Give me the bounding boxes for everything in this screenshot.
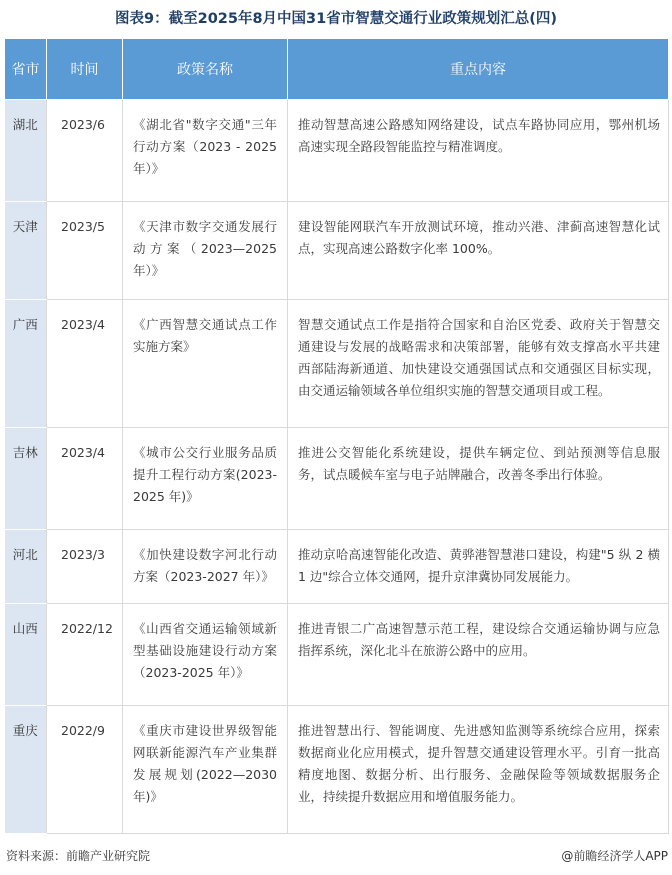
header-content: 重点内容 [288,39,669,100]
policy-cell: 《广西智慧交通试点工作实施方案》 [123,300,288,428]
date-cell: 2023/4 [47,428,123,530]
source-note: 资料来源：前瞻产业研究院 [6,849,151,863]
date-cell: 2023/3 [47,530,123,604]
policy-cell: 《天津市数字交通发展行动方案（2023—2025年）》 [123,202,288,300]
policy-cell: 《加快建设数字河北行动方案（2023-2027 年）》 [123,530,288,604]
table-row [5,604,669,706]
content-cell: 智慧交通试点工作是指符合国家和自治区党委、政府关于智慧交通建设与发展的战略需求和决策部署，能够有效支撑高水平共建西部陆海新通道、加快建设交通强国试点和交通强区目标实现，由交通运输领域各单位组织实施的智慧交通项目或工程。 [288,300,669,428]
header-date: 时间 [47,39,123,100]
province-cell: 吉林 [5,428,47,530]
content-cell: 推进青银二广高速智慧示范工程，建设综合交通运输协调与应急指挥系统，深化北斗在旅游公路中的应用。 [288,604,669,706]
province-cell: 广西 [5,300,47,428]
date-cell: 2023/5 [47,202,123,300]
province-cell: 天津 [5,202,47,300]
table-row [5,202,669,300]
table-header-row [5,39,669,100]
policy-cell: 《城市公交行业服务品质提升工程行动方案(2023-2025 年)》 [123,428,288,530]
brand-credit: @前瞻经济学人APP [561,849,668,863]
date-cell: 2023/4 [47,300,123,428]
content-cell: 推进智慧出行、智能调度、先进感知监测等系统综合应用，探索数据商业化应用模式，提升智慧交通建设管理水平。引育一批高精度地图、数据分析、出行服务、金融保险等领域数据服务企业，持续提升数据应用和增值服务能力。 [288,706,669,834]
table-row [5,428,669,530]
table-row [5,300,669,428]
province-cell: 湖北 [5,100,47,202]
header-province: 省市 [5,39,47,100]
content-cell: 推进公交智能化系统建设，提供车辆定位、到站预测等信息服务，试点暖候车室与电子站牌融合，改善冬季出行体验。 [288,428,669,530]
date-cell: 2022/12 [47,604,123,706]
header-policy: 政策名称 [123,39,288,100]
province-cell: 重庆 [5,706,47,834]
figure-title: 图表9：截至2025年8月中国31省市智慧交通行业政策规划汇总(四) [115,11,557,27]
content-cell: 推动京哈高速智能化改造、黄骅港智慧港口建设，构建"5 纵 2 横 1 边"综合立体交通网，提升京津冀协同发展能力。 [288,530,669,604]
province-cell: 山西 [5,604,47,706]
date-cell: 2022/9 [47,706,123,834]
content-cell: 推动智慧高速公路感知网络建设，试点车路协同应用，鄂州机场高速实现全路段智能监控与精准调度。 [288,100,669,202]
table-row [5,530,669,604]
footer [6,843,668,867]
content-cell: 建设智能网联汽车开放测试环境，推动兴港、津蓟高速智慧化试点，实现高速公路数字化率 100%。 [288,202,669,300]
province-cell: 河北 [5,530,47,604]
date-cell: 2023/6 [47,100,123,202]
policy-cell: 《重庆市建设世界级智能网联新能源汽车产业集群发展规划(2022—2030年)》 [123,706,288,834]
table-row [5,706,669,834]
table-row [5,100,669,202]
policy-table [4,38,669,834]
policy-cell: 《山西省交通运输领域新型基础设施建设行动方案（2023-2025 年）》 [123,604,288,706]
policy-cell: 《湖北省"数字交通"三年行动方案（2023 - 2025年）》 [123,100,288,202]
